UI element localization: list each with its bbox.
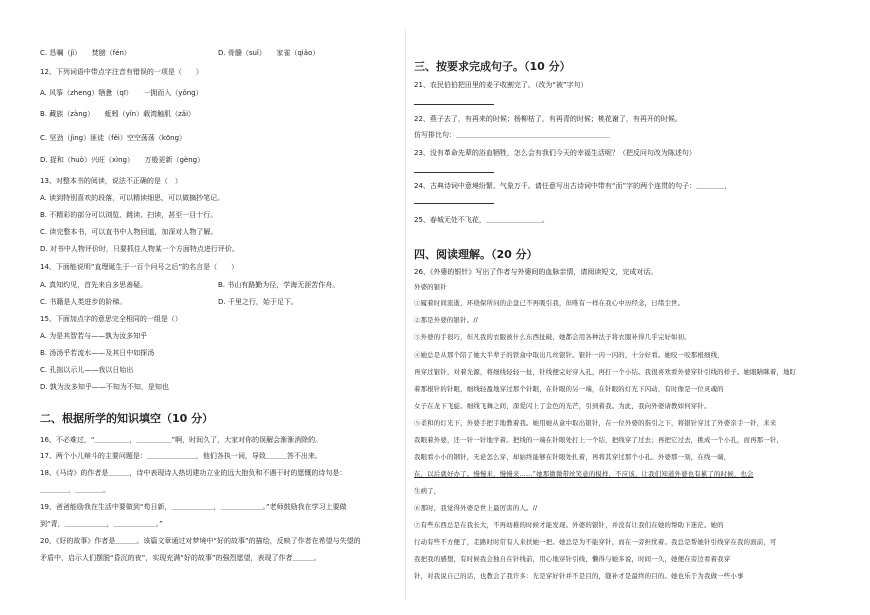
q14-row-2 [40,297,395,307]
option-d: D. 骨髓（suǐ） 家雀（qiǎo） [218,49,320,57]
section-2-heading: 二、根据所学的知识填空（10 分） [40,412,214,425]
q14-row-1 [40,280,395,290]
passage-line: 着那根针的针眼，细线轻盈地穿过那个针眼，在针眼的另一端，在针眼的灯光下闪动，有时像是一位灵魂的 [414,385,724,393]
passage-underlined-line: 在，以后就好办了。慢慢来，慢慢来……”她那微微带丝笑意的模样，不应该，让我们知道外婆也有累了的时候，也会 [414,470,754,478]
q13-option-c: C. 读完整本书，可以直书中人物回道，加深对人物了解。 [40,228,218,236]
question-13: 13、对整本书的阅读，说法不正确的是（ ） [40,177,182,185]
q15-option-d: D. 孰为汝多知乎——不知为不知，是知也 [40,383,169,391]
question-21: 21、农民伯伯把田里的麦子收割完了。（改为“被”字句） [414,81,588,89]
passage-line: 生病了， [414,487,441,495]
q12-option-a: A. 风筝（zheng）牺惫（qī） 一拥而入（yǒng） [40,89,203,97]
question-23: 23、没有革命先辈的浴血牺牲，怎么会有我们今天的幸福生活呢？（把反问句改为陈述句） [414,149,696,157]
q14-option-a: A. 真知灼见，首先来自多思善疑。 [40,281,148,289]
passage-line: 再穿过银针，对着光源，将细线轻轻一扯，针线便完好穿入孔，再打一个小结。我很喜欢看外婆穿针引线的样子。她眼睛眯着，地盯 [414,368,797,376]
passage-paragraph-3: ③外婆的手很巧，但凡我的衣服被什么东西扯破，她都会用各种法子将衣服补得几乎完好如初。 [414,333,691,341]
q15-option-b: B. 汤汤乎若流水——及其日中如探汤 [40,349,155,357]
passage-paragraph-5: ⑤柔和的灯光下，外婆手把手地教着我。她用她从盒中取出银针，在一位外婆的指引之下，将银针穿过了外婆亲手一针，来来 [414,419,777,427]
question-19: 19、爸爸能励我在生活中要做到“苟日新，＿＿＿＿＿＿，＿＿＿＿＿＿。”老师鼓励我在学习上要做 [40,503,347,511]
q14-option-b: B. 书山有路勤为径，学海无涯苦作舟。 [218,281,340,289]
passage-line: 女子在龙下飞旋。细线飞舞之间，深爱闪上了金色的光芒，引到着我。为此，我向外婆请教如何穿针。 [414,402,711,410]
question-15: 15、下面加点字的意思完全相同的一组是（） [40,315,182,323]
passage-paragraph-4: ④她总是从那个陪了她大半辈子的铁盒中取出几丝银针。银针一闪一闪的，十分好看。她咬一咬那根细线， [414,351,724,359]
question-12: 12、下列词语中带点字注音有错误的一项是（ ） [40,68,203,76]
question-25: 25、春城无处不飞花，＿＿＿＿＿＿＿＿。 [414,216,549,224]
q12-option-c: C. 坚劲（jìng）匪徒（fěi）空空荡荡（kōng） [40,134,187,142]
q13-option-d: D. 对书中人物评价时，只要抓住人物某一个方面特点进行评价。 [40,245,239,253]
answer-line-24[interactable] [414,202,494,204]
passage-line: 行动有些不方便了，走路时时常有人来扶她一把。她总是为不能穿针，而在一旁担忧着。我总是帮她针引线穿在我的面前，可 [414,538,777,546]
question-19-cont: 到“青，＿＿＿＿＿＿，＿＿＿＿＿＿。” [40,520,163,528]
answer-line-21[interactable] [414,103,494,105]
q12-option-d: D. 捉和（huò）兴旺（xìng） 万般更新（gèng） [40,156,205,164]
question-26: 26、《外婆的银针》写出了作者与外婆间的血脉亲情，请阅读短文，完成对话。 [414,268,658,276]
question-24: 24、古典诗词中意境纷繁、气象万千。请任意写出古诗词中带有“而”字的两个连贯的句子：＿＿＿＿， [414,182,732,190]
passage-line: 针，对我说自己的话，也教会了我许多：光是穿好针并不是目的，缝补才是最终的目的。她也乐于为我做一些小事 [414,572,744,580]
question-14: 14、下面能说明“直理诞生于一百个问号之后”的名言是（ ） [40,263,239,271]
section-3-heading: 三、按要求完成句子。（10 分） [414,60,571,73]
passage-line: 我把我的感想，有时候我会独自在针线前，用心地穿针引线，懒得与她多说，时间一久，她便在旁边看着我穿 [414,555,731,563]
option-c: C. 恳嘱（jì） 焚膀（fén） [40,49,131,57]
passage-paragraph-6: ⑥那时，我觉得外婆是世上最厉害的人。// [414,504,538,512]
question-18-cont: ＿＿＿＿，＿＿＿＿。 [40,486,110,494]
question-16: 16、不必难过，“＿＿＿＿＿，＿＿＿＿＿”啊，时间久了，大家对你的误解会渐渐消除的。 [40,436,323,444]
passage-line: 我眼着外婆，还一针一针地学着。把线的一端在针眼处打上一个结，把线穿了过去；再把它过去，挑成一个小孔，而再那一针， [414,436,784,444]
passage-title: 外婆的银针 [414,283,447,291]
passage-paragraph-2: ②那是外婆的银针。// [414,316,479,324]
section-4-heading: 四、阅读理解。（20 分） [414,248,538,261]
q15-option-a: A. 为是其智若与——孰为汝多知乎 [40,332,148,340]
passage-line: 我眼看小小的钢针，无论怎么穿，却始终能够在针眼处扎着，再将其穿过那个小孔。外婆那一刻，在线一端， [414,453,731,461]
q14-option-c: C. 书籍是人类进步的阶梯。 [40,298,127,306]
question-20-cont: 矛盾中，启示人们摆脱“昏沉的夜”，实现充满“好的故事”的强烈愿望，表现了作者＿＿＿。 [40,554,321,562]
option-row [40,48,395,58]
question-20: 20、《好的故事》作者是＿＿＿。该篇文章通过对梦境中“好的故事”的描绘，反映了作者在希望与失望的 [40,537,361,545]
question-22-cont: 仿写排比句：＿＿＿＿＿＿＿＿＿＿＿＿＿＿＿＿＿＿＿＿＿＿ [414,131,610,139]
answer-line-23[interactable] [414,171,494,173]
question-18: 18、《马诗》的作者是＿＿＿，诗中表现诗人热切建功立业的远大抱负和不遇干时的愿慨的诗句是： [40,469,347,477]
question-22: 22、燕子去了，有再来的时候；杨柳枯了，有再青的时候；桃花谢了，有再开的时候。 [414,115,682,123]
q14-option-d: D. 千里之行，始于足下。 [218,298,298,306]
passage-paragraph-7: ⑦有些东西总是在我长大，不再幼稚的时候才能发现。外婆的银针，并没有让我们在她的帮助下迷茫。她的 [414,521,724,529]
passage-paragraph-1: ①履着时间流逝，环绕保所问的企盘已不再吸引我，但唯有一样在我心中历经念，日绪尘世。 [414,299,685,307]
question-17: 17、两个小儿辩斗的主要问题是：＿＿＿＿＿＿＿，他们各执一词，导致＿＿＿答不出来。 [40,452,322,460]
q15-option-c: C. 孔拙以示儿——我以日始出 [40,366,134,374]
column-divider [405,30,406,600]
q12-option-b: B. 藏族（zàng） 蚯蚓（yǐn）载湾触肌（zǎi） [40,110,196,118]
q13-option-b: B. 不精彩的部分可以浏览、跳读、扫读，甚至一目十行。 [40,211,218,219]
q13-option-a: A. 读到特别喜欢的段落，可以精读细思，可以做摘抄笔记。 [40,194,225,202]
